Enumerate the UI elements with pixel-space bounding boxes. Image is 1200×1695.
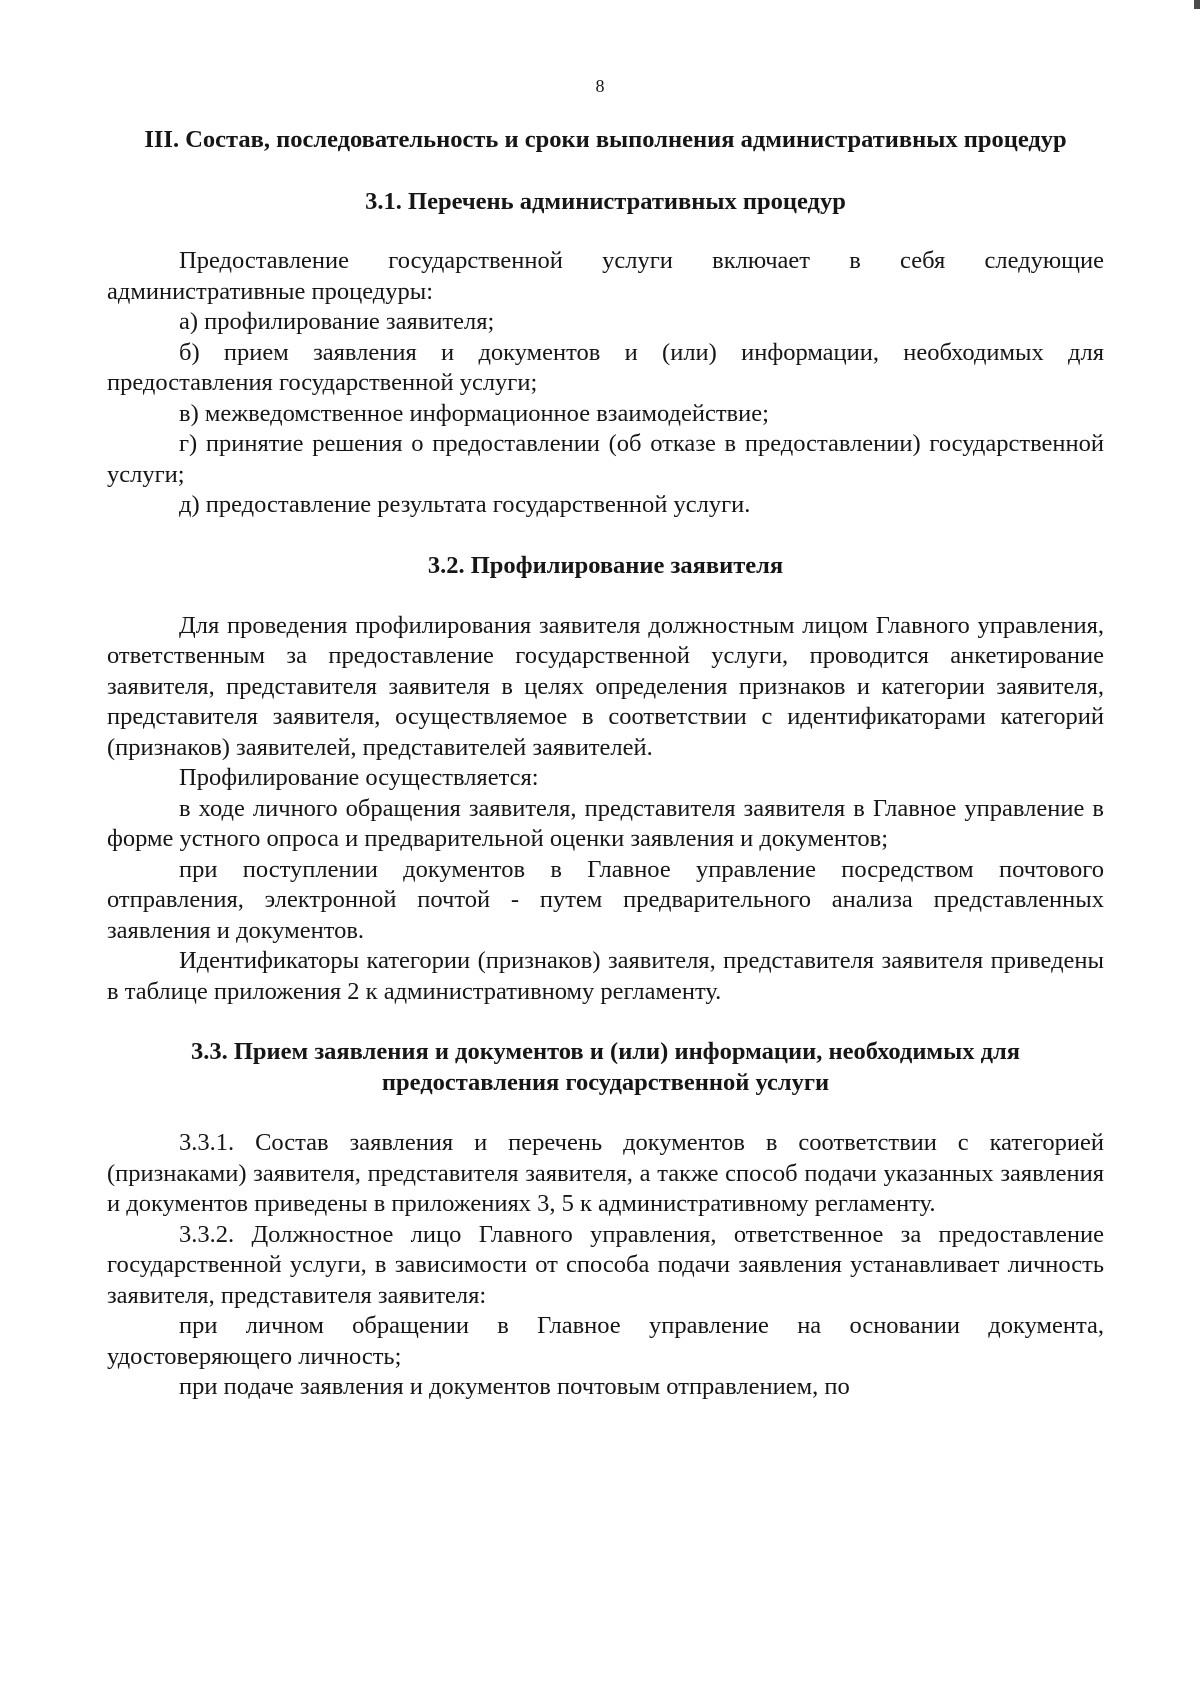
paragraph: при поступлении документов в Главное управление посредством почтового отправления, электронной почтой - путем предварительного анализа представленных заявления и документов. (107, 855, 1104, 944)
procedure-item-a: а) профилирование заявителя; (179, 308, 495, 335)
paragraph: 3.3.1. Состав заявления и перечень документов в соответствии с категорией (признаками) заявителя, представителя заявителя, а также способ подачи указанных заявления и документов приведены в приложениях 3, 5 к административному регламенту. (107, 1129, 1104, 1217)
subsection-3-3-title: 3.3. Прием заявления и документов и (или) информации, необходимых для предоставления государственной услуги (190, 1038, 1021, 1096)
paragraph: при подаче заявления и документов почтовым отправлением, по (179, 1373, 850, 1400)
paragraph: Для проведения профилирования заявителя должностным лицом Главного управления, ответственным за предоставление государственной услуги, проводится анкетирование заявителя, представителя заявителя в целях определения признаков и категории заявителя, представителя заявителя, осуществляемое в соответствии с идентификаторами категорий (признаков) заявителей, представителей заявителей. (107, 611, 1104, 761)
subsection-3-2-title: 3.2. Профилирование заявителя (427, 551, 784, 579)
procedure-item-b: б) прием заявления и документов и (или) информации, необходимых для предоставления государственной услуги; (107, 338, 1104, 396)
subsection-3-1-title: 3.1. Перечень административных процедур (365, 188, 846, 215)
document-body (107, 124, 1104, 1403)
scan-artifact (1194, 0, 1200, 9)
paragraph: Профилирование осуществляется: (179, 764, 539, 791)
procedure-item-g: г) принятие решения о предоставлении (об отказе в предоставлении) государственной услуги; (107, 430, 1104, 488)
procedure-item-d: д) предоставление результата государственной услуги. (179, 491, 751, 518)
procedure-item-v: в) межведомственное информационное взаимодействие; (179, 399, 769, 427)
page-number: 8 (595, 76, 605, 96)
paragraph: при личном обращении в Главное управление на основании документа, удостоверяющего личность; (107, 1312, 1104, 1370)
paragraph: Идентификаторы категории (признаков) заявителя, представителя заявителя приведены в таблице приложения 2 к административному регламенту. (107, 947, 1104, 1005)
subsection-3-1-intro: Предоставление государственной услуги включает в себя следующие административные процедуры: (107, 247, 1104, 305)
paragraph: 3.3.2. Должностное лицо Главного управления, ответственное за предоставление государственной услуги, в зависимости от способа подачи заявления устанавливает личность заявителя, представителя заявителя: (107, 1220, 1104, 1309)
section-title: III. Состав, последовательность и сроки выполнения административных процедур (144, 126, 1067, 153)
paragraph: в ходе личного обращения заявителя, представителя заявителя в Главное управление в форме устного опроса и предварительной оценки заявления и документов; (107, 794, 1104, 852)
